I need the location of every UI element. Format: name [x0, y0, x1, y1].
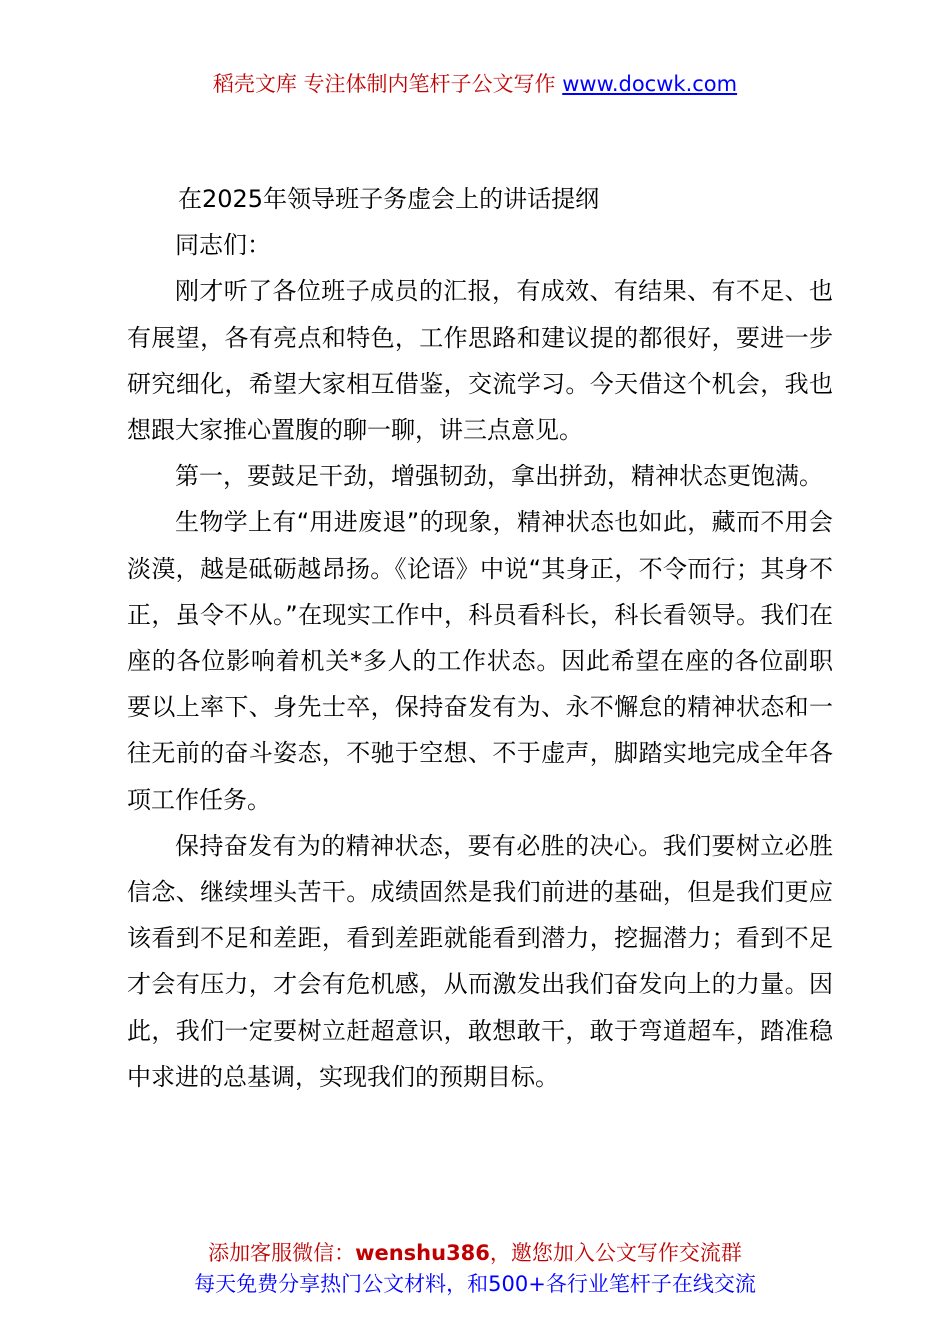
greeting: 同志们： — [175, 231, 271, 260]
footer-contact-prefix: 添加客服微信： — [208, 1241, 356, 1265]
paragraph: 生物学上有“用进废退”的现象，精神状态也如此，藏而不用会淡漠，越是砥砺越昂扬。《论语》中说“其身正，不令而行；其身不正，虽令不从。”在现实工作中，科员看科长，科长看领导。我们在座的各位影响着机关*多人的工作状态。因此希望在座的各位副职要以上率下、身先士卒，保持奋发有为、永不懈怠的精神状态和一往无前的奋斗姿态，不驰于空想、不于虚声，脚踏实地完成全年各项工作任务。 — [127, 508, 833, 814]
website-link[interactable]: www.docwk.com — [562, 72, 738, 96]
document-title: 在2025年领导班子务虚会上的讲话提纲 — [178, 185, 600, 213]
footer-contact-suffix: ，邀您加入公文写作交流群 — [489, 1241, 742, 1265]
document-body — [127, 176, 833, 1100]
footer-promo-line: 每天免费分享热门公文材料，和500+各行业笔杆子在线交流 — [194, 1272, 756, 1296]
page-footer — [0, 1238, 950, 1300]
wechat-id: wenshu386 — [355, 1241, 490, 1265]
paragraph: 第一，要鼓足干劲，增强韧劲，拿出拼劲，精神状态更饱满。 — [175, 462, 823, 491]
footer-contact-line — [0, 1238, 950, 1269]
paragraph: 刚才听了各位班子成员的汇报，有成效、有结果、有不足、也有展望，各有亮点和特色，工作思路和建议提的都很好，要进一步研究细化，希望大家相互借鉴，交流学习。今天借这个机会，我也想跟大家推心置腹的聊一聊，讲三点意见。 — [127, 277, 833, 445]
paragraph: 保持奋发有为的精神状态，要有必胜的决心。我们要树立必胜信念、继续埋头苦干。成绩固然是我们前进的基础，但是我们更应该看到不足和差距，看到差距就能看到潜力，挖掘潜力；看到不足才会有压力，才会有危机感，从而激发出我们奋发向上的力量。因此，我们一定要树立赶超意识，敢想敢干，敢于弯道超车，踏准稳中求进的总基调，实现我们的预期目标。 — [127, 831, 833, 1091]
brand-text: 稻壳文库 专注体制内笔杆子公文写作 — [212, 72, 563, 96]
page-header — [0, 68, 950, 100]
